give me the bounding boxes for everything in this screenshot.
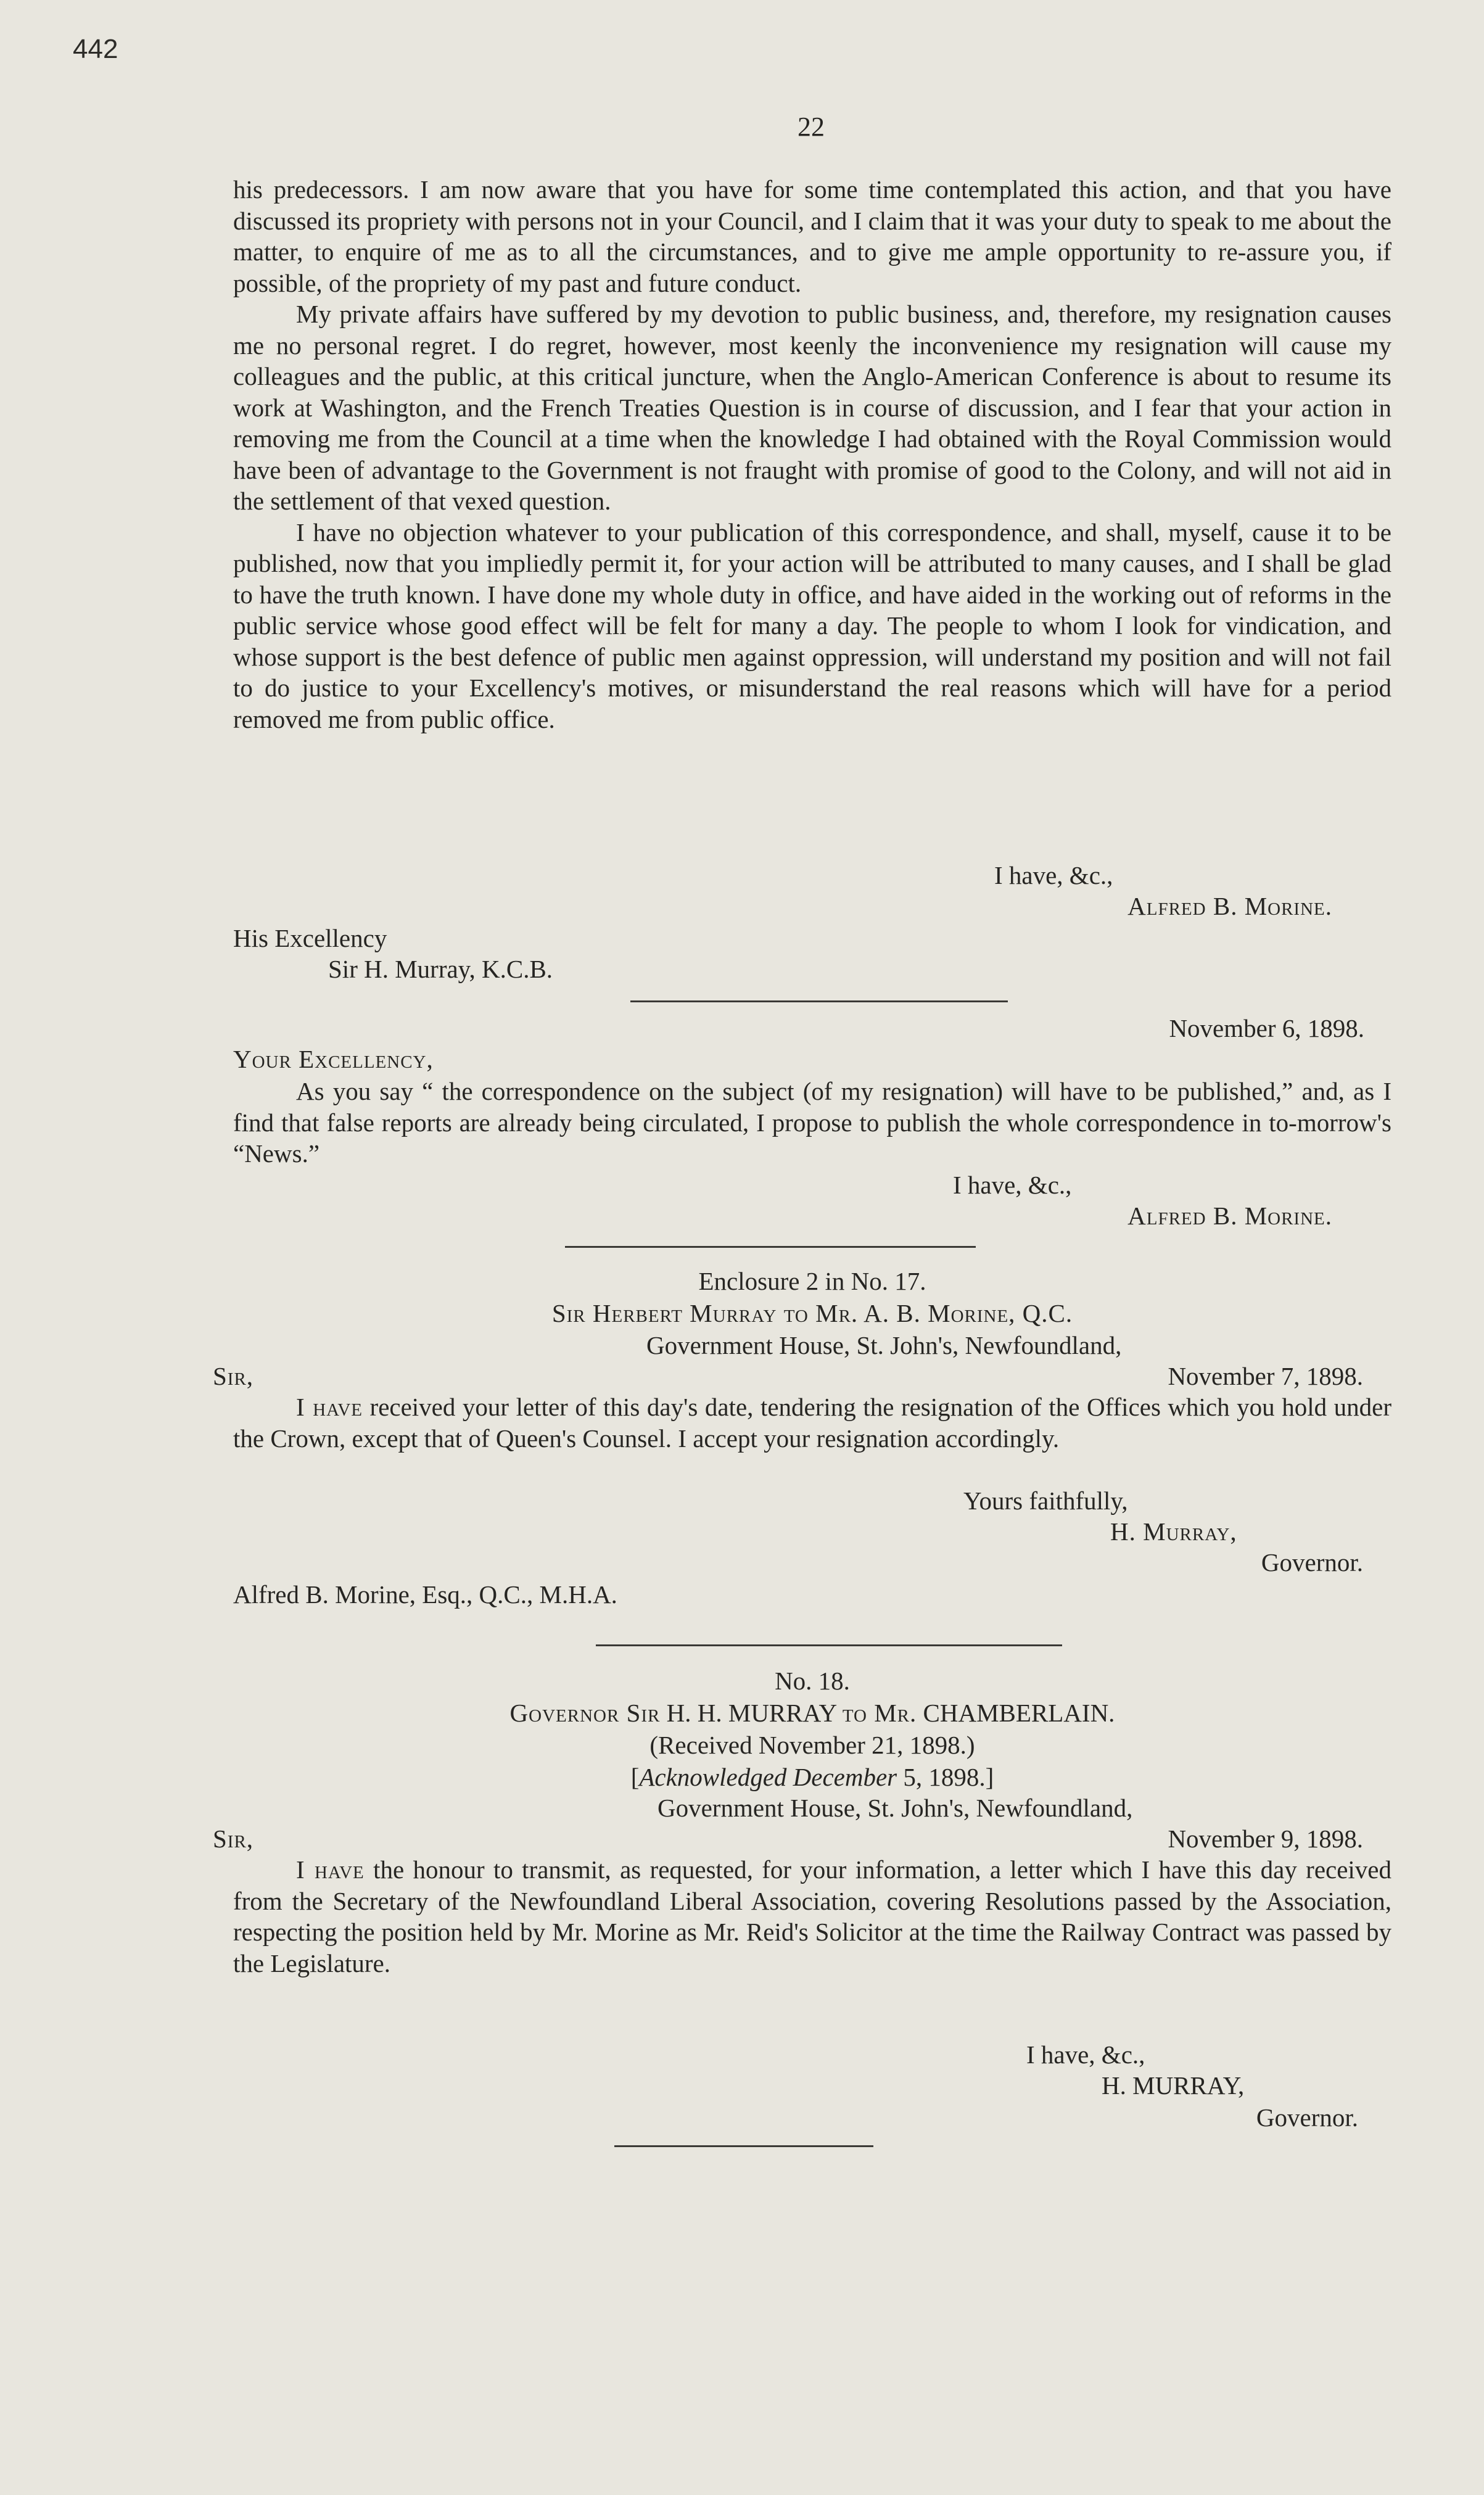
ack-italic-text: Acknowledged December (639, 1763, 897, 1791)
page-number: 22 (798, 112, 825, 142)
letter-signature: H. MURRAY, (1102, 2071, 1245, 2100)
sender-address: Government House, St. John's, Newfoundland, (657, 1794, 1133, 1822)
document-number-heading: No. 18. (775, 1667, 850, 1695)
letter-date: November 9, 1898. (1168, 1825, 1363, 1853)
letter-date: November 6, 1898. (1169, 1014, 1364, 1042)
letter-closing: I have, &c., (994, 861, 1113, 889)
ack-date: 5, 1898.] (897, 1763, 994, 1791)
title-part: H. H. MURRAY (660, 1699, 843, 1727)
title-part: CHAMBERLAIN. (917, 1699, 1115, 1727)
body-lead-words: I have (296, 1393, 363, 1421)
divider (630, 1000, 1008, 1002)
addressee-line: Sir H. Murray, K.C.B. (328, 955, 553, 983)
letter-date: November 7, 1898. (1168, 1362, 1363, 1390)
letter-signature: Alfred B. Morine. (1127, 1202, 1332, 1230)
bracket: [ (630, 1763, 640, 1791)
title-part: to Mr. (842, 1699, 917, 1727)
letter-salutation: Your Excellency, (233, 1045, 434, 1073)
letter-body: As you say “ the correspondence on the subject (of my resignation) will have to be published,” and, as I find that false reports are already being circulated, I propose to publish the whole correspondence in to-morrow's “News.” (233, 1077, 1391, 1168)
received-note: (Received November 21, 1898.) (649, 1731, 975, 1759)
acknowledged-note (233, 1762, 1391, 1793)
enclosure-title: Sir Herbert Murray to Mr. A. B. Morine, Q.C. (551, 1299, 1073, 1327)
sender-address: Government House, St. John's, Newfoundland, (646, 1331, 1122, 1359)
divider (565, 1246, 976, 1248)
enclosure-heading: Enclosure 2 in No. 17. (698, 1267, 926, 1295)
signatory-role: Governor. (1256, 2103, 1358, 2132)
divider (614, 2145, 873, 2147)
archive-page-number: 442 (73, 34, 118, 64)
addressee-line: His Excellency (233, 924, 387, 952)
body-lead-words: I have (296, 1855, 365, 1884)
letter-body (233, 1392, 1391, 1454)
letter-closing: I have, &c., (953, 1171, 1072, 1199)
paragraph: My private affairs have suffered by my devotion to public business, and, therefore, my resignation causes me no personal regret. I do regret, however, most keenly the inconvenience my resignation will cause my colleagues and the public, at this critical juncture, when the Anglo-American Conference is about to resume its work at Washington, and the French Treaties Question is in course of discussion, and I fear that your action in removing me from the Council at a time when the knowledge I had obtained with the Royal Commission would have been of advantage to the Government is not fraught with promise of good to the Colony, and will not aid in the settlement of that vexed question. (233, 300, 1391, 515)
letter-body (233, 174, 1391, 735)
document-title (233, 1697, 1391, 1729)
letter-salutation: Sir, (213, 1825, 254, 1853)
letter-signature: H. Murray, (1110, 1517, 1237, 1546)
body-text: received your letter of this day's date, tendering the resignation of the Offices which you hold under the Crown, except that of Queen's Counsel. I accept your resignation accordingly. (233, 1393, 1391, 1453)
paragraph: his predecessors. I am now aware that you have for some time contemplated this action, and that you have discussed its propriety with persons not in your Council, and I claim that it was your duty to speak to me about the matter, to enquire of me as to all the circumstances, and to give me ample opportunity to re-assure you, if possible, of the propriety of my past and future conduct. (233, 175, 1391, 297)
body-text: the honour to transmit, as requested, for your information, a letter which I have this day received from the Secretary of the Newfoundland Liberal Association, covering Resolutions passed by the Association, respecting the position held by Mr. Morine as Mr. Reid's Solicitor at the time the Railway Contract was passed by the Legislature. (233, 1855, 1392, 1977)
letter-body (233, 1854, 1391, 1979)
signatory-role: Governor. (1261, 1548, 1363, 1577)
title-part: Governor Sir (509, 1699, 661, 1727)
letter-signature: Alfred B. Morine. (1127, 892, 1332, 920)
paragraph: I have no objection whatever to your publication of this correspondence, and shall, myself, cause it to be published, now that you impliedly permit it, for your action will be attributed to many causes, and I shall be glad to have the truth known. I have done my whole duty in office, and have aided in the working out of reforms in the public service whose good effect will be felt for many a day. The people to whom I look for vindication, and whose support is the best defence of public men against oppression, will understand my position and will not fail to do justice to your Excellency's motives, or misunderstand the real reasons which will have for a period removed me from public office. (233, 518, 1391, 733)
letter-salutation: Sir, (213, 1362, 254, 1390)
letter-closing: Yours faithfully, (963, 1487, 1128, 1515)
letter-closing: I have, &c., (1026, 2040, 1145, 2069)
addressee-line: Alfred B. Morine, Esq., Q.C., M.H.A. (233, 1580, 617, 1609)
divider (596, 1644, 1062, 1646)
